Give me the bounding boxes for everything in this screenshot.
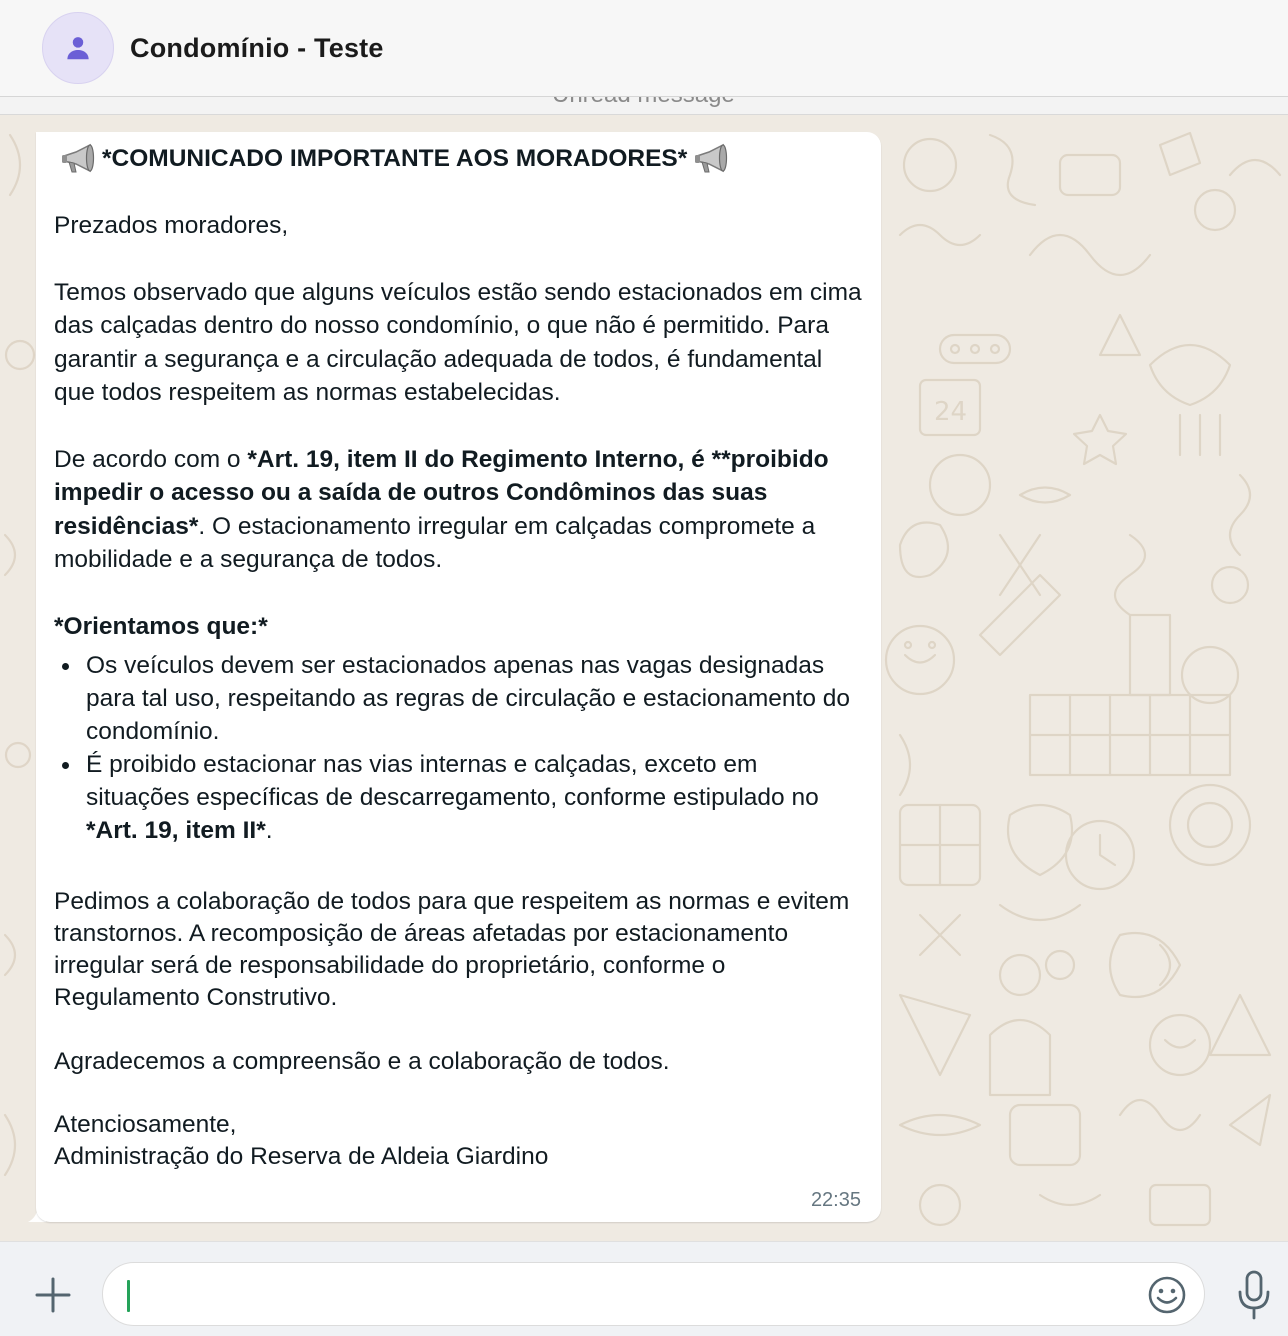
message-bubble[interactable]	[36, 132, 881, 1222]
paragraph-1: Temos observado que alguns veículos estão sendo estacionados em cima das calçadas dentro do nosso condomínio, o que não é permitido. Para garantir a segurança e a circulação adequada de todos, é fundamental que todos respeitem as normas estabelecidas.	[54, 278, 862, 406]
group-avatar[interactable]	[42, 12, 114, 84]
orient-list	[54, 649, 863, 847]
paragraph-2	[54, 443, 863, 577]
greeting: Prezados moradores,	[54, 212, 289, 239]
bullet-2-tail: .	[265, 817, 273, 844]
message-input-box[interactable]	[102, 1262, 1205, 1326]
list-item	[54, 748, 863, 847]
megaphone-icon	[693, 142, 729, 176]
paragraph-3: Pedimos a colaboração de todos para que respeitem as normas e evitem transtornos. A recomposição de áreas afetadas por estacionamento irregular será de responsabilidade do proprietário, conforme o Regulamento Construtivo.	[54, 888, 850, 1011]
microphone-icon[interactable]	[1232, 1266, 1276, 1322]
attach-button[interactable]	[30, 1272, 76, 1318]
message-timestamp: 22:35	[810, 1189, 861, 1211]
bullet-2-lead: É proibido estacionar nas vias internas e calçadas, exceto em situações específicas de descarregamento, conforme estipulado no	[86, 751, 819, 811]
orient-title-text: *Orientamos que:*	[54, 612, 268, 640]
unread-divider	[0, 97, 1288, 115]
message-text	[54, 142, 863, 1173]
paragraph-4: Agradecemos a compreensão e a colaboração de todos.	[54, 1048, 670, 1075]
paragraph-2-bold: *Art. 19, item II do Regimento Interno, é **proibido impedir o acesso ou a saída de outros Condôminos das suas residências*	[54, 445, 829, 540]
orient-title	[54, 610, 863, 644]
paragraph-2-lead: De acordo com o	[54, 445, 248, 473]
message-headline	[54, 142, 863, 176]
message-composer	[0, 1241, 1288, 1336]
person-icon	[63, 33, 93, 63]
headline-text: *COMUNICADO IMPORTANTE AOS MORADORES*	[102, 145, 688, 173]
signature-line-2: Administração do Reserva de Aldeia Giardino	[54, 1142, 549, 1170]
chat-title[interactable]: Condomínio - Teste	[130, 32, 384, 63]
paragraph-2-tail: . O estacionamento irregular em calçadas compromete a mobilidade e a segurança de todos.	[54, 512, 816, 573]
chat-header	[0, 0, 1288, 97]
emoji-icon[interactable]	[1147, 1275, 1187, 1315]
signature-line-1: Atenciosamente,	[54, 1110, 237, 1138]
bullet-2-bold: *Art. 19, item II*	[86, 817, 266, 844]
megaphone-icon	[60, 142, 96, 176]
message-input[interactable]	[127, 1273, 1127, 1317]
svg-text:24: 24	[934, 397, 968, 427]
list-item: Os veículos devem ser estacionados apenas nas vagas designadas para tal uso, respeitando as regras de circulação e estacionamento do condomínio.	[54, 649, 863, 748]
plus-icon	[34, 1276, 72, 1314]
